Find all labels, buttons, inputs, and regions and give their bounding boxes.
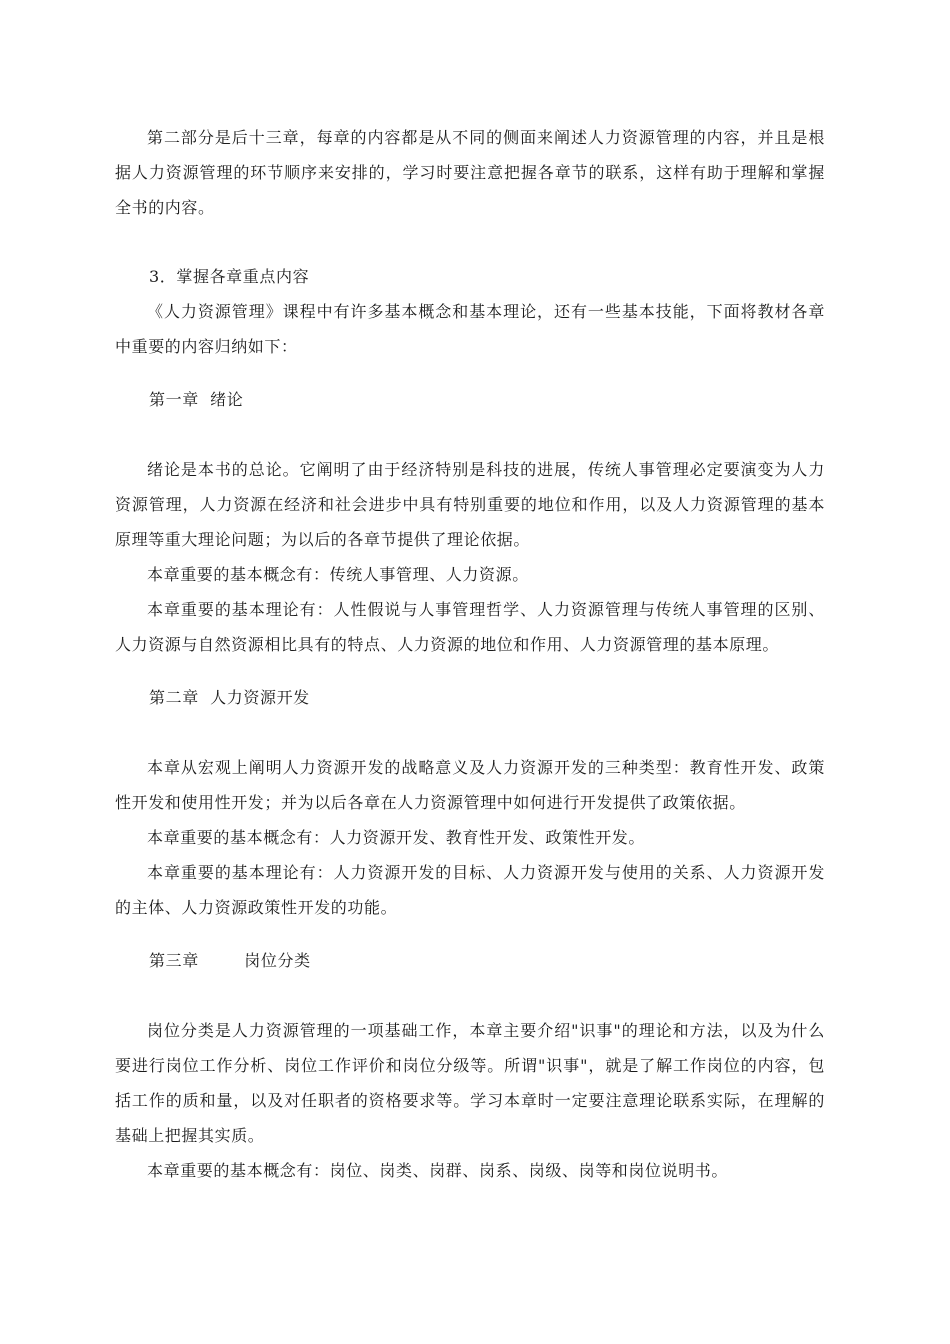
chapter2-theories-paragraph: 本章重要的基本理论有：人力资源开发的目标、人力资源开发与使用的关系、人力资源开发的主体、人力资源政策性开发的功能。	[115, 863, 825, 917]
chapter3-title: 第三章 岗位分类	[149, 951, 311, 970]
chapter3-concepts-paragraph: 本章重要的基本概念有：岗位、岗类、岗群、岗系、岗级、岗等和岗位说明书。	[147, 1161, 729, 1180]
chapter2-concepts-paragraph: 本章重要的基本概念有：人力资源开发、教育性开发、政策性开发。	[147, 828, 646, 847]
chapter3-summary-paragraph: 岗位分类是人力资源管理的一项基础工作，本章主要介绍"识事"的理论和方法，以及为什么要进行岗位工作分析、岗位工作评价和岗位分级等。所谓"识事"，就是了解工作岗位的内容，包括工作的质和量，以及对任职者的资格要求等。学习本章时一定要注意理论联系实际，在理解的基础上把握其实质。	[115, 1021, 825, 1145]
chapter1-theories-paragraph: 本章重要的基本理论有：人性假说与人事管理哲学、人力资源管理与传统人事管理的区别、人力资源与自然资源相比具有的特点、人力资源的地位和作用、人力资源管理的基本原理。	[115, 600, 825, 654]
chapter2-title: 第二章 人力资源开发	[149, 688, 310, 707]
section3-heading: 3．掌握各章重点内容	[149, 267, 310, 286]
chapter1-summary-paragraph: 绪论是本书的总论。它阐明了由于经济特别是科技的进展，传统人事管理必定要演变为人力资源管理，人力资源在经济和社会进步中具有特别重要的地位和作用，以及人力资源管理的基本原理等重大理论问题；为以后的各章节提供了理论依据。	[115, 460, 825, 549]
chapter1-concepts-paragraph: 本章重要的基本概念有：传统人事管理、人力资源。	[147, 565, 529, 584]
chapter1-title: 第一章 绪论	[149, 390, 244, 409]
chapter2-summary-paragraph: 本章从宏观上阐明人力资源开发的战略意义及人力资源开发的三种类型：教育性开发、政策性开发和使用性开发；并为以后各章在人力资源管理中如何进行开发提供了政策依据。	[115, 758, 825, 812]
part2-paragraph: 第二部分是后十三章，每章的内容都是从不同的侧面来阐述人力资源管理的内容，并且是根据人力资源管理的环节顺序来安排的，学习时要注意把握各章节的联系，这样有助于理解和掌握全书的内容。	[115, 128, 825, 217]
section3-intro-paragraph: 《人力资源管理》课程中有许多基本概念和基本理论，还有一些基本技能，下面将教材各章中重要的内容归纳如下：	[115, 302, 825, 356]
